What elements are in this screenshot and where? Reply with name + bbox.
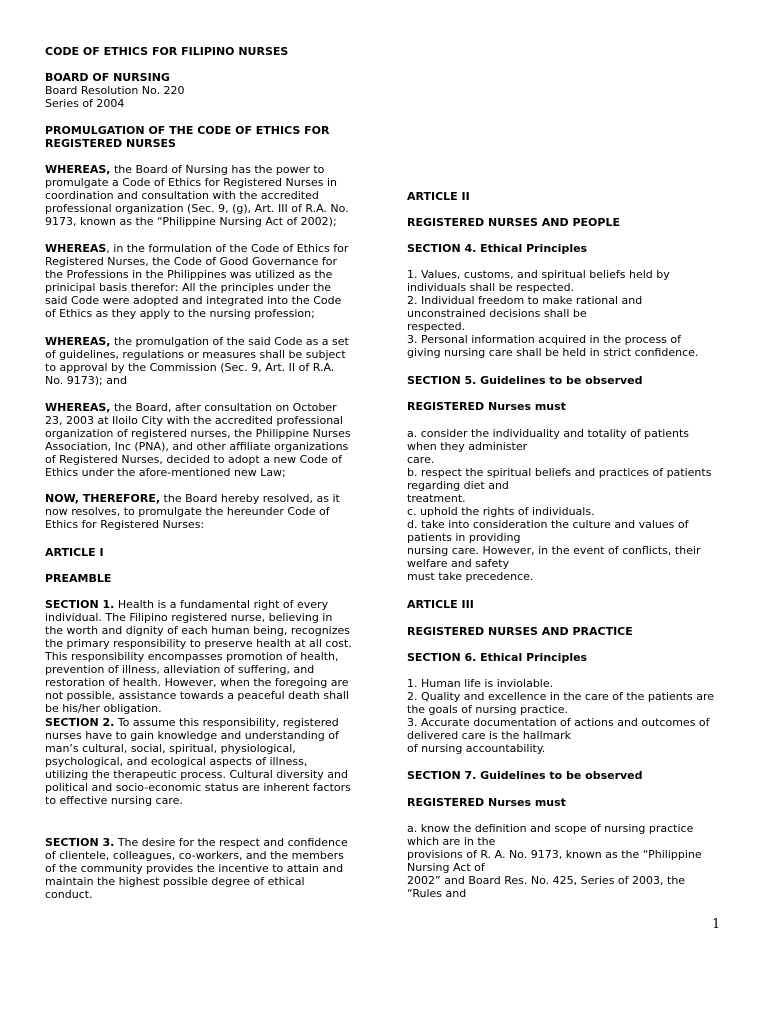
whereas-lead: WHEREAS, xyxy=(45,163,111,176)
section-text: Health is a fundamental right of every individual. The Filipino registered nurse, believing in the worth and dignity of each human being, recognizes the primary responsibility to preserve health at all cost. This responsibility encompasses promotion of health, prevention of illness, alleviation of suffering, and restoration of health. However, when the foregoing are not possible, assistance towards a peaceful death shall be his/her obligation. xyxy=(45,598,352,715)
document-title: CODE OF ETHICS FOR FILIPINO NURSES xyxy=(45,45,289,58)
whereas-lead: WHEREAS, xyxy=(45,401,111,414)
section-lead: SECTION 3. xyxy=(45,836,115,849)
section-7-list: a. know the definition and scope of nursing practice which are in the provisions of R. A. No. 9173, known as the “Philippine Nursing Act of 2002” and Board Res. No. 425, Series of 2003, the “Rules and xyxy=(407,822,702,900)
section-6-heading: SECTION 6. Ethical Principles xyxy=(407,651,588,664)
section-6-list: 1. Human life is inviolable. 2. Quality and excellence in the care of the patients are the goals of nursing practice. 3. Accurate documentation of actions and outcomes of delivered care is the hallmark of nursing accountability. xyxy=(407,677,715,755)
section-5-list: a. consider the individuality and totality of patients when they administer care. b. respect the spiritual beliefs and practices of patients regarding diet and treatment. c. uphold the rights of individuals. d. take into consideration the culture and values of patients in providing nursing care. However, in the event of conflicts, their welfare and safety must take precedence. xyxy=(407,427,712,583)
article-1-heading: ARTICLE I xyxy=(45,546,104,559)
whereas-text: the Board, after consultation on October 23, 2003 at Iloilo City with the accredited professional organization of registered nurses, the Philippine Nurses Association, Inc (PNA), and other affiliate organizations of Registered Nurses, decided to adopt a new Code of Ethics under the afore-mentioned new Law; xyxy=(45,401,351,479)
article-3-title: REGISTERED NURSES AND PRACTICE xyxy=(407,625,633,638)
whereas-paragraph-2 xyxy=(45,242,367,320)
now-therefore-text: the Board hereby resolved, as it now resolves, to promulgate the hereunder Code of Ethics for Registered Nurses: xyxy=(45,492,340,531)
section-5-heading: SECTION 5. Guidelines to be observed xyxy=(407,374,643,387)
section-4-heading: SECTION 4. Ethical Principles xyxy=(407,242,588,255)
must-heading: REGISTERED Nurses must xyxy=(407,400,566,413)
section-text: The desire for the respect and confidence of clientele, colleagues, co-workers, and the members of the community provides the incentive to attain and maintain the highest possible degree of ethical conduct. xyxy=(45,836,348,901)
promulgation-heading: PROMULGATION OF THE CODE OF ETHICS FOR REGISTERED NURSES xyxy=(45,124,330,150)
article-2-title: REGISTERED NURSES AND PEOPLE xyxy=(407,216,620,229)
whereas-paragraph-3 xyxy=(45,335,367,387)
section-3-paragraph xyxy=(45,836,367,901)
resolution-number: Board Resolution No. 220 xyxy=(45,84,185,97)
section-lead: SECTION 1. xyxy=(45,598,115,611)
whereas-lead: WHEREAS, xyxy=(45,335,111,348)
section-1-paragraph xyxy=(45,598,367,715)
whereas-lead: WHEREAS xyxy=(45,242,107,255)
section-lead: SECTION 2. xyxy=(45,716,115,729)
section-text: To assume this responsibility, registered nurses have to gain knowledge and understanding of man’s cultural, social, spiritual, physiological, psychological, and ecological aspects of illness, utilizing the therapeutic process. Cultural diversity and political and socio-economic status are inherent factors to effective nursing care. xyxy=(45,716,351,807)
article-2-heading: ARTICLE II xyxy=(407,190,470,203)
board-heading: BOARD OF NURSING xyxy=(45,71,170,84)
whereas-text: , in the formulation of the Code of Ethics for Registered Nurses, the Code of Good Governance for the Professions in the Philippines was utilized as the prinicipal basis therefor: All the principles under the said Code were adopted and integrated into the Code of Ethics as they apply to the nursing profession; xyxy=(45,242,349,320)
whereas-text: the Board of Nursing has the power to promulgate a Code of Ethics for Registered Nurses in coordination and consultation with the accredited professional organization (Sec. 9, (g), Art. III of R.A. No. 9173, known as the “Philippine Nursing Act of 2002); xyxy=(45,163,349,228)
section-4-list: 1. Values, customs, and spiritual beliefs held by individuals shall be respected. 2. Individual freedom to make rational and unconstrained decisions shall be respected. 3. Personal information acquired in the process of giving nursing care shall be held in strict confidence. xyxy=(407,268,699,359)
must-heading: REGISTERED Nurses must xyxy=(407,796,566,809)
whereas-paragraph-4 xyxy=(45,401,367,479)
article-3-heading: ARTICLE III xyxy=(407,598,474,611)
section-2-paragraph xyxy=(45,716,367,807)
whereas-text: the promulgation of the said Code as a set of guidelines, regulations or measures shall be subject to approval by the Commission (Sec. 9, Art. II of R.A. No. 9173); and xyxy=(45,335,349,387)
now-therefore-lead: NOW, THEREFORE, xyxy=(45,492,161,505)
page-number: 1 xyxy=(712,917,721,932)
section-7-heading: SECTION 7. Guidelines to be observed xyxy=(407,769,643,782)
whereas-paragraph-1 xyxy=(45,163,367,228)
series-year: Series of 2004 xyxy=(45,97,125,110)
now-therefore-paragraph xyxy=(45,492,367,531)
preamble-heading: PREAMBLE xyxy=(45,572,112,585)
